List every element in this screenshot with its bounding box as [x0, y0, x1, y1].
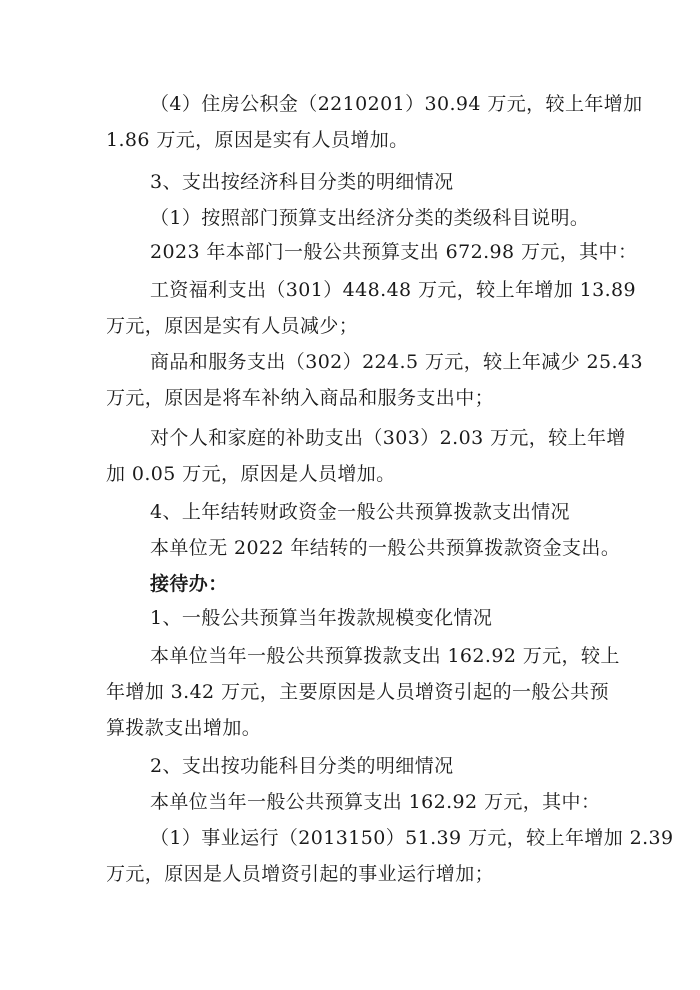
- paragraph-goods-services-cont: 万元，原因是将车补纳入商品和服务支出中；: [106, 387, 495, 409]
- paragraph-functional-total: 本单位当年一般公共预算支出 162.92 万元，其中：: [150, 791, 601, 813]
- paragraph-operations: （1）事业运行（2013150）51.39 万元，较上年增加 2.39: [150, 827, 674, 849]
- section-heading-functional: 2、支出按功能科目分类的明细情况: [150, 755, 454, 777]
- paragraph-total-2023: 2023 年本部门一般公共预算支出 672.98 万元，其中：: [150, 241, 638, 263]
- section-heading-carryover: 4、上年结转财政资金一般公共预算拨款支出情况: [150, 501, 570, 523]
- paragraph-reception-total: 本单位当年一般公共预算拨款支出 162.92 万元，较上: [150, 645, 620, 667]
- paragraph-operations-cont: 万元，原因是人员增资引起的事业运行增加；: [106, 863, 495, 885]
- section-heading-economic: 3、支出按经济科目分类的明细情况: [150, 171, 454, 193]
- paragraph-goods-services: 商品和服务支出（302）224.5 万元，较上年减少 25.43: [150, 351, 643, 373]
- paragraph-economic-classes: （1）按照部门预算支出经济分类的类级科目说明。: [150, 207, 590, 229]
- heading-reception-office: 接待办：: [150, 573, 228, 595]
- paragraph-wages: 工资福利支出（301）448.48 万元，较上年增加 13.89: [150, 279, 637, 301]
- paragraph-subsidies-cont: 加 0.05 万元，原因是人员增加。: [106, 463, 396, 485]
- paragraph-housing-fund-cont: 1.86 万元，原因是实有人员增加。: [106, 129, 409, 151]
- paragraph-carryover: 本单位无 2022 年结转的一般公共预算拨款资金支出。: [150, 537, 621, 559]
- paragraph-reception-total-end: 算拨款支出增加。: [106, 717, 262, 739]
- section-heading-scale-change: 1、一般公共预算当年拨款规模变化情况: [150, 607, 493, 629]
- paragraph-housing-fund: （4）住房公积金（2210201）30.94 万元，较上年增加: [150, 93, 643, 115]
- paragraph-subsidies: 对个人和家庭的补助支出（303）2.03 万元，较上年增: [150, 427, 626, 449]
- paragraph-wages-cont: 万元，原因是实有人员减少；: [106, 315, 359, 337]
- paragraph-reception-total-cont: 年增加 3.42 万元，主要原因是人员增资引起的一般公共预: [106, 681, 609, 703]
